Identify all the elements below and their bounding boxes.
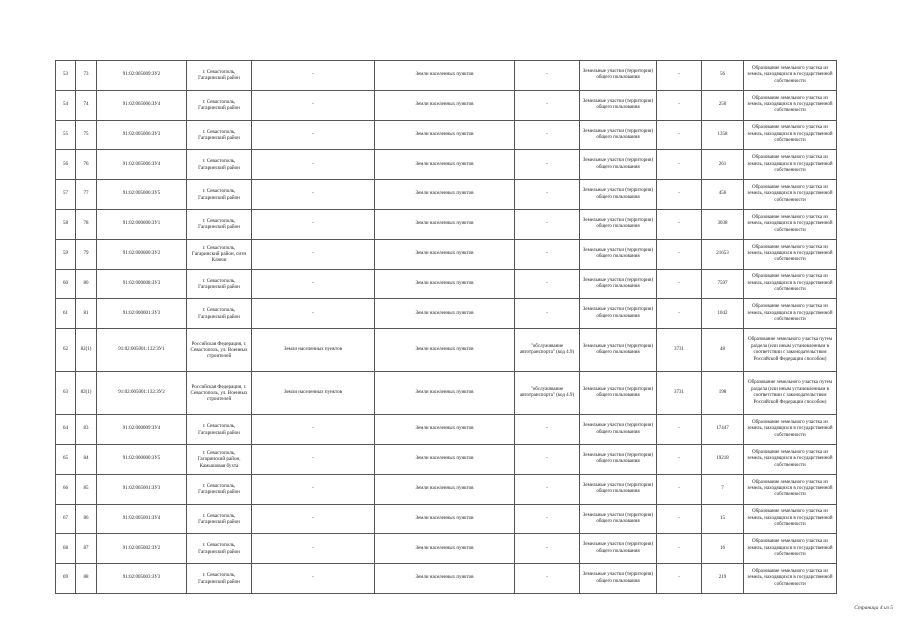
cell-address: г. Севастополь, Гагаринский район <box>187 120 252 150</box>
cell-cadastral-number: 91:02:000009:ЗУ4 <box>97 415 187 445</box>
cell-permitted-use: - <box>515 534 580 564</box>
cell-cadastral-number: 91:02:000001:ЗУ3 <box>97 299 187 329</box>
cell-source-area: 3731 <box>657 372 702 415</box>
cell-territorial-zone: Земельные участки (территории) общего пользования <box>580 269 657 299</box>
table-row <box>56 61 837 91</box>
cell-cadastral-number: 91:02:005001:ЗУ4 <box>97 504 187 534</box>
cell-permitted-use: - <box>515 444 580 474</box>
cell-territorial-zone: Земельные участки (территории) общего пользования <box>580 534 657 564</box>
cell-territorial-zone: Земельные участки (территории) общего пользования <box>580 415 657 445</box>
cell-permitted-use: - <box>515 239 580 269</box>
cell-territorial-zone: Земельные участки (территории) общего пользования <box>580 504 657 534</box>
cell-land-category: Земли населенных пунктов <box>375 150 515 180</box>
cell-land-category: Земли населенных пунктов <box>375 61 515 91</box>
cell-existing-use: Земли населенных пунктов <box>252 372 375 415</box>
cell-row-number: 54 <box>56 90 76 120</box>
cell-cadastral-number: 91:02:000008:ЗУ3 <box>97 269 187 299</box>
cell-existing-use: Земли населенных пунктов <box>252 329 375 372</box>
cell-area: 198 <box>702 372 744 415</box>
table-row <box>56 534 837 564</box>
document-page <box>55 60 836 594</box>
cell-cadastral-number: 91:02:005006:ЗУ4 <box>97 90 187 120</box>
cell-cadastral-number: 91:02:005006:ЗУ5 <box>97 180 187 210</box>
cell-permitted-use: "обслуживание автотранспорта" (код 4.9) <box>515 372 580 415</box>
cell-land-category: Земли населенных пунктов <box>375 329 515 372</box>
cell-address: Российская Федерация, г. Севастополь, ул. Военных строителей <box>187 372 252 415</box>
table-row <box>56 299 837 329</box>
cell-source-area: - <box>657 209 702 239</box>
cell-formation-method: Образование земельного участка из земель, находящихся в государственной собственности <box>744 150 837 180</box>
cell-address: г. Севастополь, Гагаринский район <box>187 504 252 534</box>
cell-territorial-zone: Земельные участки (территории) общего пользования <box>580 239 657 269</box>
cell-cadastral-number: 91:02:000000:ЗУ1 <box>97 209 187 239</box>
cell-area: 21653 <box>702 239 744 269</box>
cell-cadastral-number: 91:02:005006:ЗУ3 <box>97 120 187 150</box>
cell-source-area: - <box>657 504 702 534</box>
cell-existing-use: - <box>252 209 375 239</box>
cell-formation-method: Образование земельного участка из земель, находящихся в государственной собственности <box>744 120 837 150</box>
cell-permitted-use: - <box>515 504 580 534</box>
cell-plot-number: 78 <box>76 209 97 239</box>
cell-address: г. Севастополь, Гагаринский район <box>187 564 252 594</box>
cell-formation-method: Образование земельного участка путем раздела (или иным установленным в соответствии с законодательством Российской Федерации способом) <box>744 329 837 372</box>
cell-formation-method: Образование земельного участка из земель, находящихся в государственной собственности <box>744 534 837 564</box>
cell-territorial-zone: Земельные участки (территории) общего пользования <box>580 180 657 210</box>
cell-source-area: - <box>657 61 702 91</box>
cell-permitted-use: - <box>515 61 580 91</box>
cell-permitted-use: - <box>515 120 580 150</box>
cell-land-category: Земли населенных пунктов <box>375 239 515 269</box>
cell-row-number: 57 <box>56 180 76 210</box>
cell-existing-use: - <box>252 150 375 180</box>
cell-land-category: Земли населенных пунктов <box>375 534 515 564</box>
cell-row-number: 61 <box>56 299 76 329</box>
cell-plot-number: 79 <box>76 239 97 269</box>
cell-formation-method: Образование земельного участка путем раздела (или иным установленным в соответствии с законодательством Российской Федерации способом) <box>744 372 837 415</box>
cell-plot-number: 82(1) <box>76 372 97 415</box>
cell-existing-use: - <box>252 564 375 594</box>
cell-area: 7 <box>702 474 744 504</box>
table-row <box>56 372 837 415</box>
cell-source-area: - <box>657 415 702 445</box>
cell-source-area: - <box>657 180 702 210</box>
page-footer: Страница 4 из 5 <box>854 605 893 611</box>
cell-existing-use: - <box>252 299 375 329</box>
cell-formation-method: Образование земельного участка из земель, находящихся в государственной собственности <box>744 61 837 91</box>
cell-plot-number: 81 <box>76 299 97 329</box>
cell-address: г. Севастополь, Гагаринский район <box>187 90 252 120</box>
cell-permitted-use: - <box>515 415 580 445</box>
cell-territorial-zone: Земельные участки (территории) общего пользования <box>580 474 657 504</box>
cell-address: г. Севастополь, Гагаринский район <box>187 474 252 504</box>
cell-row-number: 53 <box>56 61 76 91</box>
cell-source-area: - <box>657 564 702 594</box>
cell-area: 15 <box>702 504 744 534</box>
cell-address: г. Севастополь, Гагаринский район <box>187 180 252 210</box>
cell-land-category: Земли населенных пунктов <box>375 415 515 445</box>
cell-row-number: 69 <box>56 564 76 594</box>
cell-land-category: Земли населенных пунктов <box>375 209 515 239</box>
cell-formation-method: Образование земельного участка из земель, находящихся в государственной собственности <box>744 269 837 299</box>
cell-address: г. Севастополь, Гагаринский район <box>187 61 252 91</box>
cell-existing-use: - <box>252 180 375 210</box>
cell-area: 1042 <box>702 299 744 329</box>
cell-permitted-use: - <box>515 209 580 239</box>
cell-source-area: - <box>657 534 702 564</box>
cell-territorial-zone: Земельные участки (территории) общего пользования <box>580 209 657 239</box>
cell-land-category: Земли населенных пунктов <box>375 504 515 534</box>
cell-row-number: 65 <box>56 444 76 474</box>
table-row <box>56 90 837 120</box>
cell-row-number: 60 <box>56 269 76 299</box>
cell-existing-use: - <box>252 269 375 299</box>
cell-formation-method: Образование земельного участка из земель, находящихся в государственной собственности <box>744 209 837 239</box>
cell-permitted-use: - <box>515 269 580 299</box>
cell-row-number: 68 <box>56 534 76 564</box>
cell-land-category: Земли населенных пунктов <box>375 269 515 299</box>
cell-formation-method: Образование земельного участка из земель, находящихся в государственной собственности <box>744 299 837 329</box>
cell-area: 3038 <box>702 209 744 239</box>
cell-existing-use: - <box>252 474 375 504</box>
cell-cadastral-number: 91:02:005009:ЗУ2 <box>97 61 187 91</box>
cell-area: 16 <box>702 534 744 564</box>
cell-source-area: - <box>657 150 702 180</box>
cell-existing-use: - <box>252 90 375 120</box>
cell-plot-number: 73 <box>76 61 97 91</box>
cell-territorial-zone: Земельные участки (территории) общего пользования <box>580 564 657 594</box>
cell-cadastral-number: 91:02:005002:ЗУ2 <box>97 534 187 564</box>
cell-plot-number: 75 <box>76 120 97 150</box>
cell-address: г. Севастополь, Гагаринский район <box>187 150 252 180</box>
cell-area: 7597 <box>702 269 744 299</box>
table-row <box>56 269 837 299</box>
cell-area: 456 <box>702 180 744 210</box>
cell-source-area: - <box>657 299 702 329</box>
land-plots-table <box>55 60 837 594</box>
cell-territorial-zone: Земельные участки (территории) общего пользования <box>580 372 657 415</box>
cell-plot-number: 86 <box>76 504 97 534</box>
cell-row-number: 55 <box>56 120 76 150</box>
cell-territorial-zone: Земельные участки (территории) общего пользования <box>580 444 657 474</box>
cell-area: 56 <box>702 61 744 91</box>
cell-land-category: Земли населенных пунктов <box>375 120 515 150</box>
cell-formation-method: Образование земельного участка из земель, находящихся в государственной собственности <box>744 474 837 504</box>
cell-row-number: 64 <box>56 415 76 445</box>
cell-land-category: Земли населенных пунктов <box>375 299 515 329</box>
table-row <box>56 474 837 504</box>
cell-address: г. Севастополь, Гагаринский район, Камышовая бухта <box>187 444 252 474</box>
cell-row-number: 67 <box>56 504 76 534</box>
cell-area: 19218 <box>702 444 744 474</box>
cell-existing-use: - <box>252 534 375 564</box>
cell-land-category: Земли населенных пунктов <box>375 444 515 474</box>
table-row <box>56 120 837 150</box>
table-row <box>56 150 837 180</box>
cell-permitted-use: "обслуживание автотранспорта" (код 4.9) <box>515 329 580 372</box>
cell-row-number: 58 <box>56 209 76 239</box>
cell-plot-number: 74 <box>76 90 97 120</box>
table-row <box>56 329 837 372</box>
cell-cadastral-number: 91:02:005003:ЗУ3 <box>97 564 187 594</box>
table-body <box>56 61 837 594</box>
cell-address: г. Севастополь, Гагаринский район <box>187 269 252 299</box>
cell-cadastral-number: 91:02:005001:132:ЗУ2 <box>97 372 187 415</box>
cell-address: Российская Федерация, г. Севастополь, ул. Военных строителей <box>187 329 252 372</box>
cell-territorial-zone: Земельные участки (территории) общего пользования <box>580 299 657 329</box>
cell-permitted-use: - <box>515 90 580 120</box>
cell-land-category: Земли населенных пунктов <box>375 474 515 504</box>
cell-land-category: Земли населенных пунктов <box>375 90 515 120</box>
table-row <box>56 415 837 445</box>
cell-source-area: - <box>657 444 702 474</box>
cell-area: 219 <box>702 564 744 594</box>
cell-row-number: 56 <box>56 150 76 180</box>
cell-existing-use: - <box>252 444 375 474</box>
cell-plot-number: 84 <box>76 444 97 474</box>
cell-source-area: - <box>657 474 702 504</box>
table-row <box>56 444 837 474</box>
cell-address: г. Севастополь, Гагаринский район <box>187 415 252 445</box>
cell-land-category: Земли населенных пунктов <box>375 564 515 594</box>
cell-formation-method: Образование земельного участка из земель, находящихся в государственной собственности <box>744 415 837 445</box>
cell-plot-number: 82(1) <box>76 329 97 372</box>
table-row <box>56 504 837 534</box>
cell-permitted-use: - <box>515 150 580 180</box>
cell-source-area: - <box>657 120 702 150</box>
cell-permitted-use: - <box>515 474 580 504</box>
cell-existing-use: - <box>252 120 375 150</box>
cell-area: 1358 <box>702 120 744 150</box>
cell-formation-method: Образование земельного участка из земель, находящихся в государственной собственности <box>744 444 837 474</box>
table-row <box>56 239 837 269</box>
table-row <box>56 209 837 239</box>
cell-cadastral-number: 91:02:000000:ЗУ2 <box>97 239 187 269</box>
cell-cadastral-number: 91:02:005001:132:ЗУ1 <box>97 329 187 372</box>
cell-area: 250 <box>702 90 744 120</box>
cell-cadastral-number: 91:02:005006:ЗУ4 <box>97 150 187 180</box>
cell-plot-number: 80 <box>76 269 97 299</box>
cell-permitted-use: - <box>515 564 580 594</box>
table-row <box>56 564 837 594</box>
cell-formation-method: Образование земельного участка из земель, находящихся в государственной собственности <box>744 90 837 120</box>
cell-address: г. Севастополь, Гагаринский район <box>187 299 252 329</box>
cell-address: г. Севастополь, Гагаринский район <box>187 534 252 564</box>
cell-row-number: 59 <box>56 239 76 269</box>
cell-source-area: - <box>657 239 702 269</box>
cell-row-number: 62 <box>56 329 76 372</box>
cell-source-area: - <box>657 90 702 120</box>
cell-cadastral-number: 91:02:005001:ЗУ3 <box>97 474 187 504</box>
cell-plot-number: 87 <box>76 534 97 564</box>
cell-territorial-zone: Земельные участки (территории) общего пользования <box>580 90 657 120</box>
cell-territorial-zone: Земельные участки (территории) общего пользования <box>580 61 657 91</box>
cell-source-area: 3731 <box>657 329 702 372</box>
cell-existing-use: - <box>252 504 375 534</box>
cell-area: 48 <box>702 329 744 372</box>
cell-area: 17447 <box>702 415 744 445</box>
table-row <box>56 180 837 210</box>
cell-existing-use: - <box>252 61 375 91</box>
cell-formation-method: Образование земельного участка из земель, находящихся в государственной собственности <box>744 564 837 594</box>
cell-plot-number: 88 <box>76 564 97 594</box>
cell-existing-use: - <box>252 239 375 269</box>
cell-address: г. Севастополь, Гагаринский район, сити Ключи <box>187 239 252 269</box>
cell-permitted-use: - <box>515 299 580 329</box>
cell-formation-method: Образование земельного участка из земель, находящихся в государственной собственности <box>744 239 837 269</box>
cell-formation-method: Образование земельного участка из земель, находящихся в государственной собственности <box>744 504 837 534</box>
cell-plot-number: 85 <box>76 474 97 504</box>
cell-land-category: Земли населенных пунктов <box>375 372 515 415</box>
cell-existing-use: - <box>252 415 375 445</box>
cell-formation-method: Образование земельного участка из земель, находящихся в государственной собственности <box>744 180 837 210</box>
cell-plot-number: 83 <box>76 415 97 445</box>
cell-cadastral-number: 91:02:000000:ЗУ5 <box>97 444 187 474</box>
cell-permitted-use: - <box>515 180 580 210</box>
cell-source-area: - <box>657 269 702 299</box>
cell-territorial-zone: Земельные участки (территории) общего пользования <box>580 329 657 372</box>
cell-land-category: Земли населенных пунктов <box>375 180 515 210</box>
cell-plot-number: 77 <box>76 180 97 210</box>
cell-plot-number: 76 <box>76 150 97 180</box>
cell-area: 261 <box>702 150 744 180</box>
cell-territorial-zone: Земельные участки (территории) общего пользования <box>580 150 657 180</box>
cell-address: г. Севастополь, Гагаринский район <box>187 209 252 239</box>
cell-row-number: 66 <box>56 474 76 504</box>
cell-territorial-zone: Земельные участки (территории) общего пользования <box>580 120 657 150</box>
cell-row-number: 63 <box>56 372 76 415</box>
